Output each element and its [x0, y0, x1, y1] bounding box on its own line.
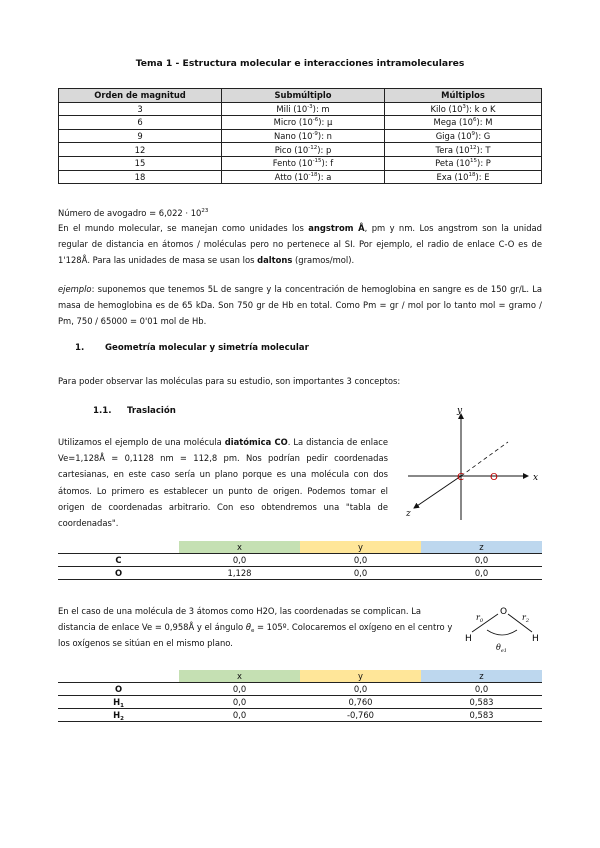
paragraph-translation: Utilizamos el ejemplo de una molécula diatómica CO. La distancia de enlace Ve=1,128Å = 0,1128 nm = 112,8 pm. Nos podrían pedir coordenadas cartesianas, en este caso sería un plano porque es una molécula con dos átomos. Lo primero es establecer un punto de origen. Podemos tomar el origen de coordenadas arbitrario. Con eso obtendremos una "tabla de coordenadas". — [58, 437, 388, 529]
header-y: y — [300, 541, 421, 554]
cell-x: 0,0 — [179, 683, 300, 696]
cell-y: 0,0 — [300, 683, 421, 696]
table-row — [59, 102, 542, 116]
table-row — [59, 170, 542, 184]
table-header-row — [58, 670, 542, 683]
paragraph-concepts: Para poder observar las moléculas para su estudio, son importantes 3 conceptos: — [58, 376, 401, 386]
paragraph-units: En el mundo molecular, se manejan como unidades los angstrom Å, pm y nm. Los angstrom son la unidad regular de distancia en átomos / moléculas pero no pertenece al SI. Por ejemplo, el radio de enlace C-O es de 1'128Å. Para las unidades de masa se usan los daltons (gramos/mol). — [58, 223, 543, 266]
cell-y: 0,0 — [300, 554, 421, 567]
cell-x: 0,0 — [179, 554, 300, 567]
table-row — [58, 683, 542, 696]
angle-arc — [487, 630, 517, 635]
header-multiples: Múltiplos — [385, 89, 542, 103]
cell-order: 3 — [59, 102, 222, 116]
z-axis — [414, 476, 461, 508]
header-submultiple: Submúltiplo — [222, 89, 385, 103]
header-empty — [58, 541, 179, 554]
table-header-row — [58, 541, 542, 554]
atom-o: O — [500, 607, 508, 617]
avogadro-line: Número de avogadro = $6,022 \cdot 10^{23}$ — [58, 208, 209, 218]
z-axis-dashed — [461, 442, 508, 476]
h2o-diagram — [462, 604, 552, 656]
cell-y: 0,760 — [300, 696, 421, 709]
z-axis-label: z — [406, 509, 411, 519]
label-r2: $r_2$ — [522, 613, 530, 624]
header-order: Orden de magnitud — [59, 89, 222, 103]
cell-z: 0,0 — [421, 554, 542, 567]
row-label: $H_2$ — [58, 709, 179, 722]
cell-multiple: Giga $(10^9)$: G — [385, 129, 542, 143]
section-heading-1: 1. Geometría molecular y simetría molecular — [75, 343, 309, 353]
atom-c: C — [457, 472, 464, 483]
paragraph-example: ejemplo: suponemos que tenemos 5L de sangre y la concentración de hemoglobina en sangre es de 150 gr/L. La masa de hemoglobina es de 65 kDa. Son 750 gr de Hb en total. Como Pm = gr / mol por lo tanto mol = gramo / Pm, 750 / 65000 = 0'01 mol de Hb. — [58, 284, 542, 327]
section-heading-1-1: 1.1. Traslación — [93, 406, 176, 416]
table-row — [59, 129, 542, 143]
cell-submultiple: Nano $(10^{-9})$: n — [222, 129, 385, 143]
cell-multiple: Tera $(10^{12})$: T — [385, 143, 542, 157]
row-label: O — [58, 683, 179, 696]
cell-submultiple: Fento $(10^{-15})$: f — [222, 156, 385, 170]
table-row — [59, 143, 542, 157]
cell-x: 0,0 — [179, 709, 300, 722]
table-header-row — [59, 89, 542, 103]
table-row — [59, 156, 542, 170]
coordinate-axes-diagram — [400, 404, 550, 522]
table-row — [58, 567, 542, 580]
header-z: z — [421, 541, 542, 554]
label-angle: $\theta_{e1}$ — [496, 643, 507, 654]
cell-multiple: Kilo $(10^3)$: k o K — [385, 102, 542, 116]
cell-z: 0,0 — [421, 567, 542, 580]
cell-order: 12 — [59, 143, 222, 157]
paragraph-h2o: En el caso de una molécula de 3 átomos como H2O, las coordenadas se complican. La distancia de enlace Ve = 0,958Å y el ángulo $\theta_e$ = 105º. Colocaremos el oxígeno en el centro y los oxígenos se sitúan en el mismo plano. — [58, 606, 453, 649]
atom-h1: H — [465, 634, 472, 644]
cell-multiple: Exa $(10^{18})$: E — [385, 170, 542, 184]
cell-z: 0,583 — [421, 696, 542, 709]
cell-submultiple: Mili $(10^{-3})$: m — [222, 102, 385, 116]
header-z: z — [421, 670, 542, 683]
header-empty — [58, 670, 179, 683]
cell-y: -0,760 — [300, 709, 421, 722]
header-x: x — [179, 541, 300, 554]
table-row — [59, 116, 542, 130]
row-label: O — [58, 567, 179, 580]
label-r1: $r_0$ — [476, 613, 484, 624]
table-row — [58, 709, 542, 722]
x-axis-label: x — [533, 473, 539, 483]
coordinate-table-co — [58, 541, 542, 580]
cell-order: 9 — [59, 129, 222, 143]
header-y: y — [300, 670, 421, 683]
document-title: Tema 1 - Estructura molecular e interacciones intramoleculares — [135, 58, 465, 69]
cell-submultiple: Micro $(10^{-6})$: μ — [222, 116, 385, 130]
atom-o: O — [490, 472, 498, 483]
atom-h2: H — [532, 634, 539, 644]
row-label: C — [58, 554, 179, 567]
y-axis-label: y — [457, 406, 463, 416]
cell-x: 0,0 — [179, 696, 300, 709]
cell-submultiple: Atto $(10^{-18})$: a — [222, 170, 385, 184]
header-x: x — [179, 670, 300, 683]
magnitude-table — [58, 88, 542, 184]
cell-multiple: Mega $(10^6)$: M — [385, 116, 542, 130]
cell-z: 0,0 — [421, 683, 542, 696]
cell-z: 0,583 — [421, 709, 542, 722]
coordinate-table-h2o — [58, 670, 542, 722]
row-label: $H_1$ — [58, 696, 179, 709]
cell-x: 1,128 — [179, 567, 300, 580]
cell-order: 18 — [59, 170, 222, 184]
cell-multiple: Peta $(10^{15})$: P — [385, 156, 542, 170]
table-row — [58, 554, 542, 567]
cell-y: 0,0 — [300, 567, 421, 580]
cell-order: 15 — [59, 156, 222, 170]
table-row — [58, 696, 542, 709]
cell-submultiple: Pico $(10^{-12})$: p — [222, 143, 385, 157]
cell-order: 6 — [59, 116, 222, 130]
